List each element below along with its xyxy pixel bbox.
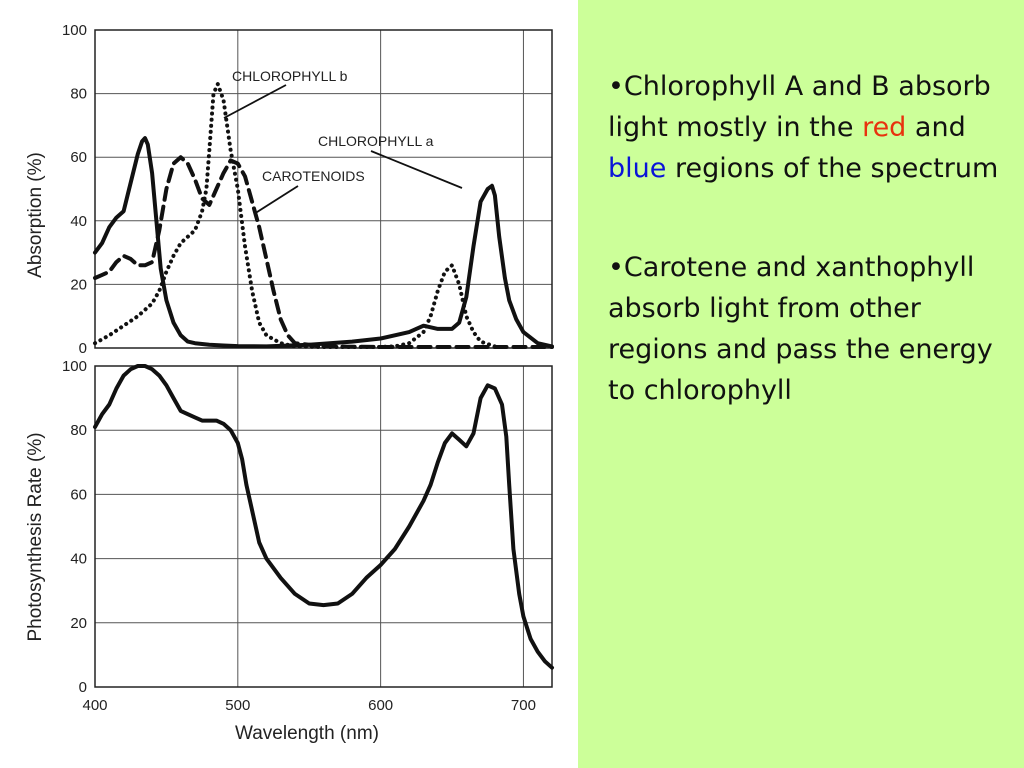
photosynthesis-y-tick-label: 80 bbox=[70, 422, 87, 440]
photosynthesis-x-tick-label: 700 bbox=[510, 697, 536, 714]
chlorophyll-a-leader bbox=[371, 151, 462, 188]
absorption-ticks bbox=[62, 22, 87, 357]
blue-word: blue bbox=[608, 153, 667, 184]
photosynthesis-x-tick-label: 600 bbox=[368, 697, 394, 714]
bullet1-middle: and bbox=[906, 112, 966, 143]
photosynthesis-y-tick-label: 40 bbox=[70, 550, 87, 568]
photosynthesis-plot-frame bbox=[95, 366, 552, 687]
photosynthesis-grid bbox=[95, 366, 552, 687]
absorption-y-tick-label: 80 bbox=[70, 85, 87, 103]
chlorophyll-a-annotation: CHLOROPHYLL a bbox=[318, 133, 434, 149]
photosynthesis-y-axis-label: Photosynthesis Rate (%) bbox=[25, 432, 46, 642]
bullet-carotene: •Carotene and xanthophyll absorb light from other regions and pass the energy to chlorophyll bbox=[608, 252, 993, 406]
photosynthesis-y-tick-label: 0 bbox=[78, 679, 87, 696]
absorption-series bbox=[95, 84, 552, 347]
bullet1-prefix: •Chlorophyll A and B absorb light mostly in the bbox=[608, 71, 991, 143]
absorption-y-tick-label: 40 bbox=[70, 212, 87, 230]
photosynthesis-x-tick-label: 500 bbox=[225, 697, 251, 714]
bullet1-suffix: regions of the spectrum bbox=[666, 153, 999, 184]
photosynthesis-panel bbox=[25, 358, 552, 744]
absorption-y-tick-label: 20 bbox=[70, 276, 87, 294]
absorption-panel bbox=[25, 22, 552, 357]
photosynthesis-y-tick-label: 60 bbox=[70, 486, 87, 504]
photosynthesis-x-tick-label: 400 bbox=[82, 697, 108, 714]
wavelength-x-axis-label: Wavelength (nm) bbox=[235, 723, 379, 744]
chlorophyll-b-leader bbox=[224, 85, 286, 118]
chlorophyll-b-annotation: CHLOROPHYLL b bbox=[232, 68, 348, 84]
carotenoids-annotation: CAROTENOIDS bbox=[262, 168, 365, 184]
absorption-y-axis-label: Absorption (%) bbox=[25, 152, 46, 278]
carotenoids-leader bbox=[254, 186, 298, 214]
red-word: red bbox=[862, 112, 907, 143]
carotenoids-curve bbox=[95, 157, 552, 347]
bullet-chlorophyll bbox=[608, 66, 1008, 189]
slide-text bbox=[608, 66, 1008, 469]
photosynthesis-ticks bbox=[62, 358, 536, 714]
photosynthesis-y-tick-label: 20 bbox=[70, 614, 87, 632]
absorption-y-tick-label: 60 bbox=[70, 149, 87, 167]
absorption-y-tick-label: 100 bbox=[61, 22, 87, 39]
absorption-y-tick-label: 0 bbox=[78, 340, 87, 357]
photosynthesis-y-tick-label: 100 bbox=[61, 358, 87, 375]
